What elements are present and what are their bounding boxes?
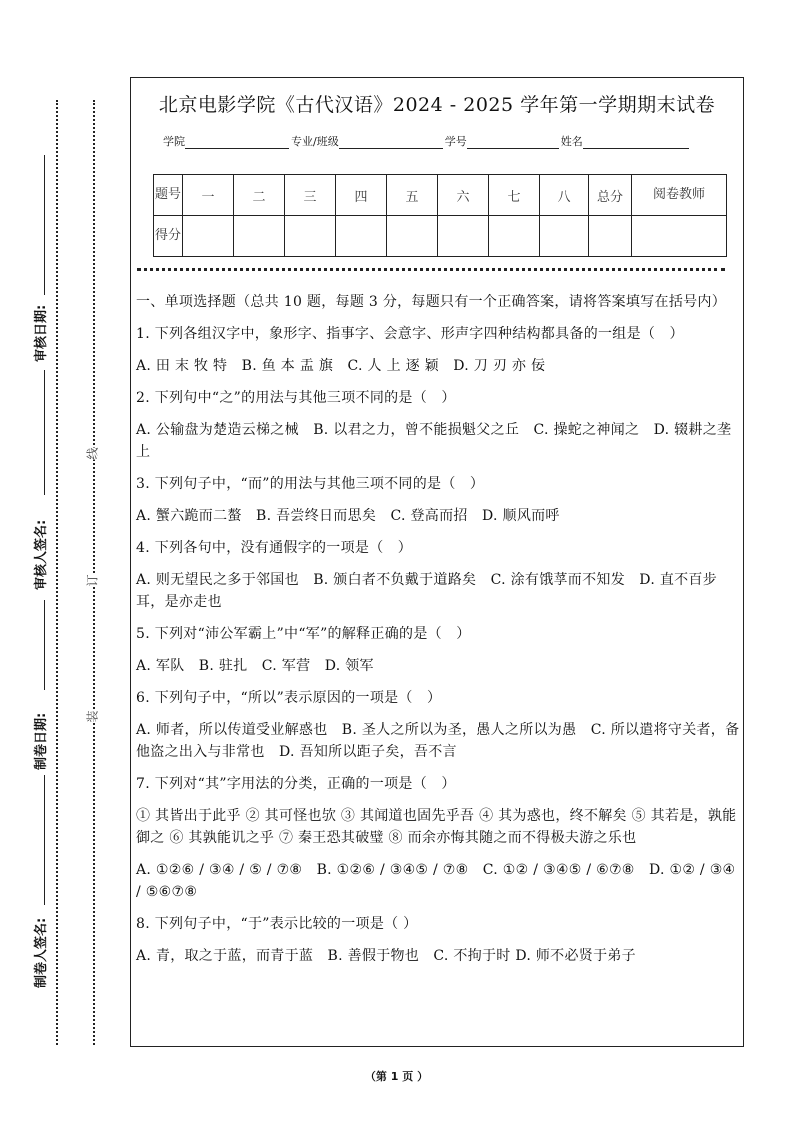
name-field[interactable] <box>583 136 689 149</box>
maker-sign-label: 制卷人签名: <box>34 917 49 988</box>
page-number: （第 1 页 ） <box>364 1070 429 1083</box>
score-cell-6[interactable] <box>438 216 489 257</box>
col-total: 总分 <box>589 175 632 216</box>
question-options: A. 青，取之于蓝，而青于蓝 B. 善假于物也 C. 不拘于时 D. 师不必贤于弟子 <box>136 948 636 964</box>
student-id-label: 学号 <box>444 135 467 148</box>
question-material: ① 其皆出于此乎 ② 其可怪也欤 ③ 其闻道也固先乎吾 ④ 其为惑也，终不解矣 ⑤ 其若是，孰能御之 ⑥ 其孰能讥之乎 ⑦ 秦王恐其破璧 ⑧ 而余亦悔其随之而不得极夫游之乐也 <box>136 808 737 846</box>
question-stem: 1. 下列各组汉字中，象形字、指事字、会意字、形声字四种结构都具备的一组是（ ） <box>136 326 684 342</box>
question-options: A. 师者，所以传道受业解惑也 B. 圣人之所以为圣，愚人之所以为愚 C. 所以遣将守关者，备他盗之出入与非常也 D. 吾知所以距子矣，吾不言 <box>136 722 740 760</box>
exam-frame <box>130 77 744 1047</box>
score-cell-5[interactable] <box>387 216 438 257</box>
college-field[interactable] <box>185 136 289 149</box>
reviewer-sign-line <box>44 370 45 495</box>
question-stem: 5. 下列对“沛公军霸上”中“军”的解释正确的是（ ） <box>136 626 471 642</box>
major-class-field[interactable] <box>339 136 443 149</box>
binding-dotted-line-inner <box>93 100 95 1045</box>
col-6: 六 <box>438 175 489 216</box>
question-stem: 6. 下列句子中，“所以”表示原因的一项是（ ） <box>136 690 442 706</box>
binding-zhuang-char: 装 <box>85 710 100 723</box>
maker-date-line <box>44 600 45 690</box>
score-cell-7[interactable] <box>489 216 540 257</box>
score-cell-3[interactable] <box>285 216 336 257</box>
question-options: A. 公输盘为楚造云梯之械 B. 以君之力，曾不能损魁父之丘 C. 操蛇之神闻之 D. 辍耕之垄上 <box>136 422 732 460</box>
question-stem: 3. 下列句子中，“而”的用法与其他三项不同的是（ ） <box>136 476 485 492</box>
reviewer-sign-label: 审核人签名: <box>34 519 49 590</box>
score-cell-1[interactable] <box>183 216 234 257</box>
question-options: A. ①②⑥ / ③④ / ⑤ / ⑦⑧ B. ①②⑥ / ③④⑤ / ⑦⑧ C. ①② / ③④⑤ / ⑥⑦⑧ D. ①② / ③④ / ⑤⑥⑦⑧ <box>136 862 736 900</box>
dotted-separator <box>137 268 725 271</box>
maker-date-label: 制卷日期: <box>34 712 49 770</box>
section-heading: 一、单项选择题（总共 10 题，每题 3 分，每题只有一个正确答案，请将答案填写在括号内） <box>136 294 727 310</box>
score-cell-2[interactable] <box>234 216 285 257</box>
col-3: 三 <box>285 175 336 216</box>
score-table-score-row <box>154 216 727 257</box>
question-options: A. 蟹六跪而二螯 B. 吾尝终日而思矣 C. 登高而招 D. 顺风而呼 <box>136 508 560 524</box>
student-id-field[interactable] <box>467 136 559 149</box>
score-table-header-row <box>154 175 727 216</box>
col-1: 一 <box>183 175 234 216</box>
question-options: A. 则无望民之多于邻国也 B. 颁白者不负戴于道路矣 C. 涂有饿莩而不知发 D. 直不百步耳，是亦走也 <box>136 572 718 610</box>
student-info-row <box>163 133 691 149</box>
reviewer-date-line <box>44 155 45 295</box>
binding-ding-char: 订 <box>85 574 100 587</box>
col-grader: 阅卷教师 <box>632 175 727 216</box>
major-class-label: 专业/班级 <box>291 135 339 148</box>
question-options: A. 田 末 牧 特 B. 鱼 本 盂 旗 C. 人 上 逐 颖 D. 刀 刃 亦 佞 <box>136 358 546 374</box>
col-8: 八 <box>540 175 589 216</box>
col-4: 四 <box>336 175 387 216</box>
question-stem: 8. 下列句子中，“于”表示比较的一项是（ ） <box>136 916 418 932</box>
college-label: 学院 <box>163 135 185 148</box>
binding-margin <box>0 0 125 1122</box>
question-stem: 7. 下列对“其”字用法的分类，正确的一项是（ ） <box>136 776 456 792</box>
col-2: 二 <box>234 175 285 216</box>
exam-title: 北京电影学院《古代汉语》2024 - 2025 学年第一学期期末试卷 <box>158 94 716 116</box>
reviewer-date-label: 审核日期: <box>34 304 49 362</box>
binding-dotted-line-outer <box>56 100 58 1045</box>
score-cell-grader[interactable] <box>632 216 727 257</box>
col-5: 五 <box>387 175 438 216</box>
col-7: 七 <box>489 175 540 216</box>
score-cell-total[interactable] <box>589 216 632 257</box>
question-stem: 4. 下列各句中，没有通假字的一项是（ ） <box>136 540 413 556</box>
score-table <box>153 174 727 257</box>
score-row-label: 得分 <box>154 216 183 257</box>
name-label: 姓名 <box>560 135 583 148</box>
maker-sign-line <box>44 775 45 905</box>
score-cell-8[interactable] <box>540 216 589 257</box>
section-1 <box>136 291 740 977</box>
header-row-label: 题号 <box>154 175 183 216</box>
question-options: A. 军队 B. 驻扎 C. 军营 D. 领军 <box>136 658 374 674</box>
question-stem: 2. 下列句中“之”的用法与其他三项不同的是（ ） <box>136 390 456 406</box>
binding-line-char: 线 <box>85 447 100 460</box>
score-cell-4[interactable] <box>336 216 387 257</box>
